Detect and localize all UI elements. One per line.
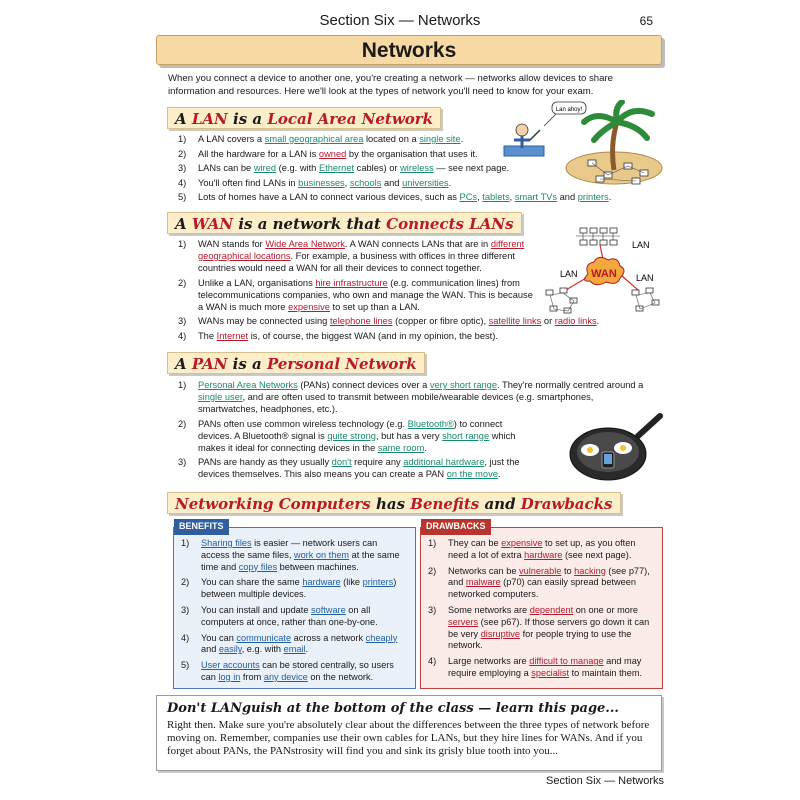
list-item: 5) Lots of homes have a LAN to connect various devices, such as PCs, tablets, smart TVs and printers. [178, 192, 612, 202]
running-footer: Section Six — Networks [546, 775, 664, 787]
island-illustration [492, 100, 667, 195]
benefits-list [181, 538, 408, 684]
speech-bubble-text: Lan ahoy! [555, 107, 583, 113]
list-item: 2) Networks can be vulnerable to hacking (see p77), and malware (p70) can easily spread between networked computers. [428, 565, 650, 600]
list-item: 2) PANs often use common wireless technology (e.g. Bluetooth®) to connect devices. A Bluetooth® signal is quite strong, but has a very short range which makes it ideal for connecting devices in the same room. [178, 418, 516, 453]
list-item: 4) You can communicate across a network cheaply and easily, e.g. with email. [181, 632, 398, 655]
list-item: 1) WAN stands for Wide Area Network. A WAN connects LANs that are in different geographical locations. For example, a business with offices in three different countries would need a WAN for all their devices to connect together. [178, 239, 525, 273]
list-item: 2) Unlike a LAN, organisations hire infrastructure (e.g. communication lines) from telecommunications companies, who own and manage the WAN. This is because a WAN is much more expensive to set up than a LAN. [178, 277, 533, 312]
benefits-box [173, 521, 416, 689]
list-item: 3) You can install and update software on all computers at once, rather than one-by-one. [181, 604, 378, 627]
page-title: Networks [361, 39, 457, 62]
list-item: 3) WANs may be connected using telephone lines (copper or fibre optic), satellite links or radio links. [178, 316, 600, 326]
drawbacks-box [420, 521, 663, 689]
drawbacks-label: DRAWBACKS [421, 519, 491, 535]
list-item: 3) LANs can be wired (e.g. with Ethernet cables) or wireless — see next page. [178, 163, 510, 173]
lan-list [178, 133, 612, 206]
wan-list [178, 238, 600, 344]
list-item: 3) PANs are handy as they usually don't require any additional hardware, just the devices themselves. This also means you can create a PAN on the move. [178, 457, 520, 479]
benefits-label: BENEFITS [174, 519, 229, 535]
lan-heading: A LAN is a Local Area Network [167, 107, 441, 129]
drawbacks-list [428, 538, 655, 680]
list-item: 2) All the hardware for a LAN is owned by the organisation that uses it. [178, 148, 478, 159]
list-item: 5) User accounts can be stored centrally, so users can log in from any device on the network. [181, 660, 394, 682]
summary-title: Don't LANguish at the bottom of the class — learn this page... [167, 701, 619, 716]
page-number: 65 [639, 14, 653, 28]
list-item: 1) Personal Area Networks (PANs) connect devices over a very short range. They're normally centred around a single user, and are often used to transmit between mobile/wearable devices (e.g. smartphones, smartwatches, headphones, etc.). [178, 380, 644, 414]
summary-body: Right then. Make sure you're absolutely clear about the differences between the three types of network before moving on. Remember, companies use their own cables for LANs, but they hire lines for WANs. And if you forget about PANs, the PANstrosity will find you and sink its grisly blue tooth into you... [167, 719, 650, 757]
lan-label-right: LAN [636, 273, 654, 283]
list-item: 1) A LAN covers a small geographical area located on a single site. [178, 134, 464, 144]
frying-pan-illustration [568, 412, 663, 484]
lan-label-top: LAN [632, 240, 650, 250]
running-header [0, 12, 800, 32]
networking-heading: Networking Computers has Benefits and Drawbacks [167, 492, 621, 514]
lan-label-left: LAN [560, 269, 578, 279]
summary-box [156, 695, 662, 771]
pan-heading: A PAN is a Personal Network [167, 352, 425, 374]
list-item: 4) You'll often find LANs in businesses, schools and universities. [178, 177, 452, 188]
wan-heading: A WAN is a network that Connects LANs [167, 212, 522, 234]
list-item: 1) Sharing files is easier — network users can access the same files, work on them at the same time and copy files between machines. [181, 538, 400, 572]
list-item: 4) Large networks are difficult to manage and may require employing a specialist to maintain them. [428, 656, 643, 678]
list-item: 3) Some networks are dependent on one or more servers (see p67). If those servers go down it can be very disruptive for people trying to use the network. [428, 604, 650, 651]
list-item: 2) You can share the same hardware (like printers) between multiple devices. [181, 577, 397, 600]
intro-paragraph: When you connect a device to another one, you're creating a network — networks allow devices to share information and resources. Here we'll look at the types of network you'll need to know for your exam. [168, 73, 613, 97]
wan-label: WAN [591, 268, 617, 280]
wan-diagram [540, 226, 665, 316]
list-item: 4) The Internet is, of course, the biggest WAN (and in my opinion, the best). [178, 330, 498, 341]
page-title-bar [156, 35, 662, 65]
list-item: 1) They can be expensive to set up, as you often need a lot of extra hardware (see next page). [428, 538, 636, 560]
section-title: Section Six — Networks [319, 12, 481, 29]
